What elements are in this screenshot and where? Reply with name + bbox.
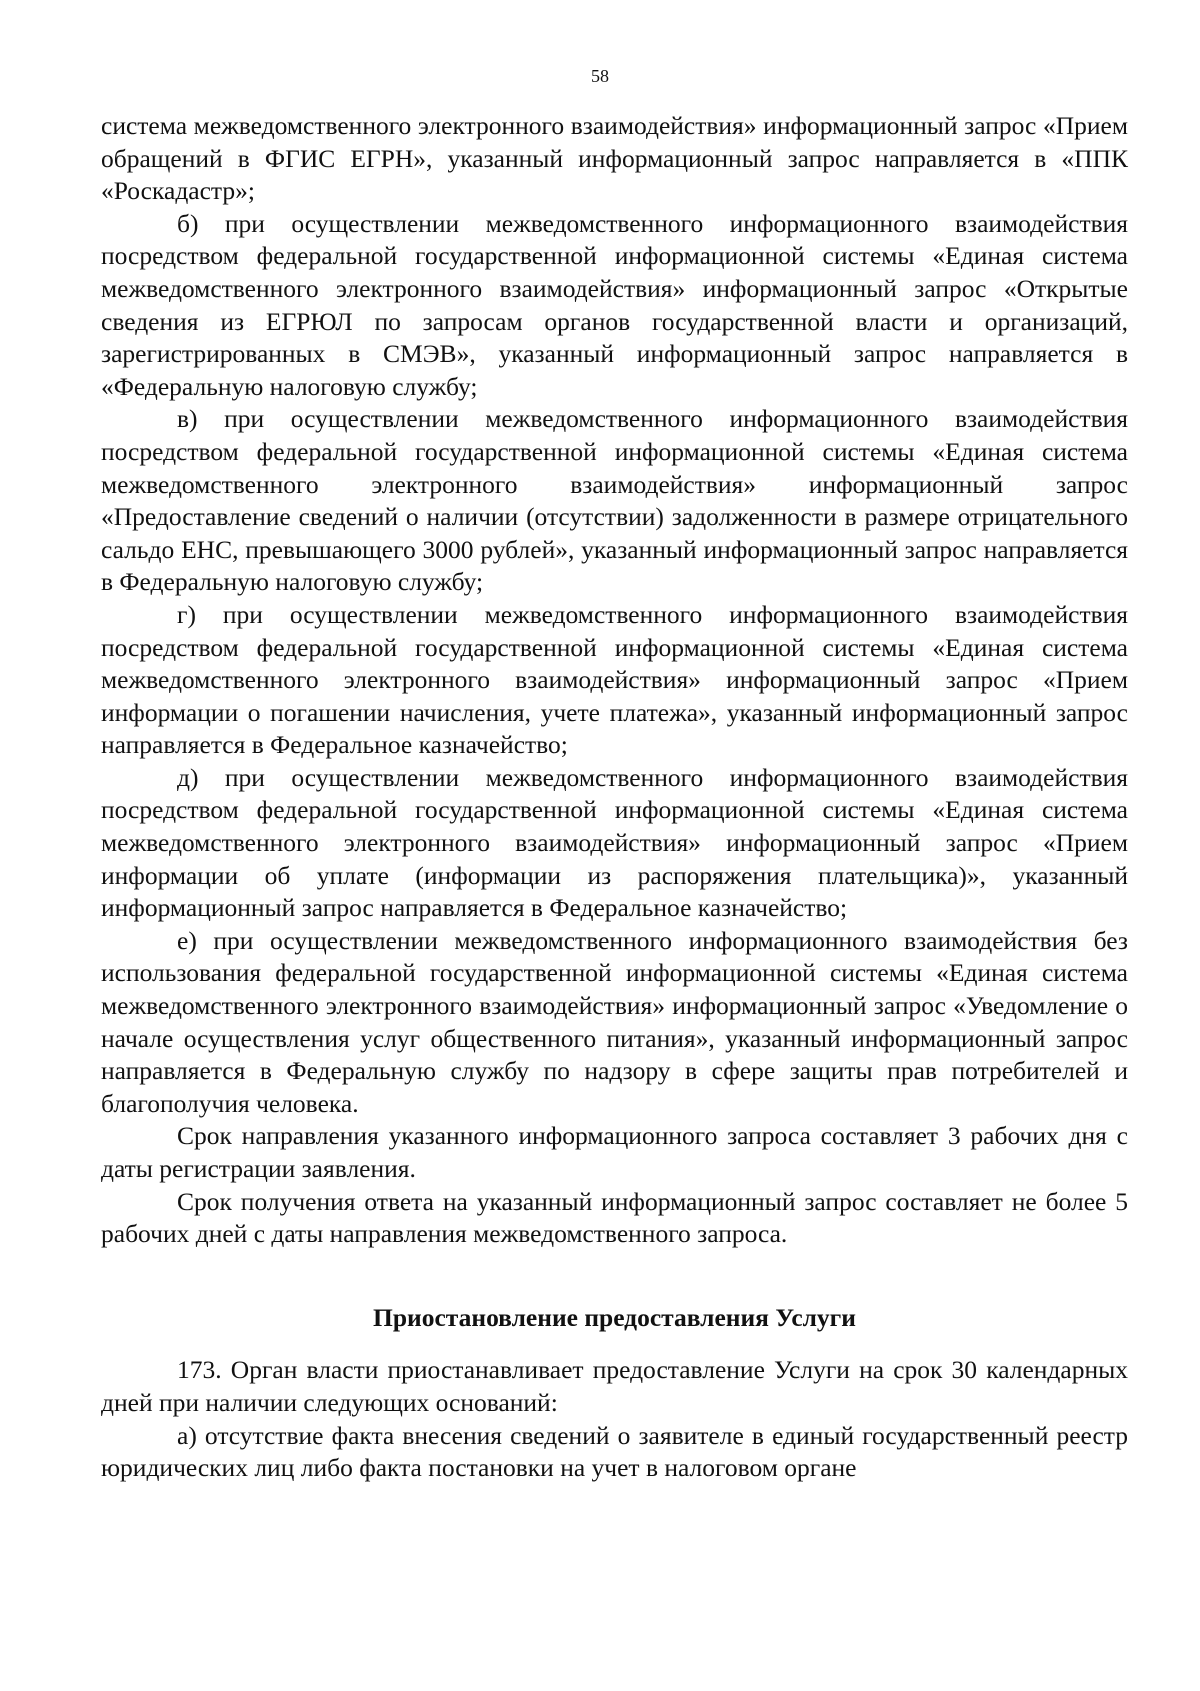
- paragraph-response-deadline: Срок получения ответа на указанный информационный запрос составляет не более 5 рабочих дней с даты направления межведомственного запроса.: [101, 1186, 1128, 1249]
- paragraph-173-item-a: а) отсутствие факта внесения сведений о заявителе в единый государственный реестр юридических лиц либо факта постановки на учет в налоговом органе: [101, 1420, 1128, 1483]
- paragraph-item-d: д) при осуществлении межведомственного информационного взаимодействия посредством федеральной государственной информационной системы «Единая система межведомственного электронного взаимодействия» информационный запрос «Прием информации об уплате (информации из распоряжения плательщика)», указанный информационный запрос направляется в Федеральное казначейство;: [101, 762, 1128, 923]
- paragraph-request-deadline: Срок направления указанного информационного запроса составляет 3 рабочих дня с даты регистрации заявления.: [101, 1121, 1128, 1183]
- paragraph-item-v: в) при осуществлении межведомственного информационного взаимодействия посредством федеральной государственной информационной системы «Единая система межведомственного электронного взаимодействия» информационный запрос «Предоставление сведений о наличии (отсутствии) задолженности в размере отрицательного сальдо ЕНС, превышающего 3000 рублей», указанный информационный запрос направляется в Федеральную налоговую службу;: [101, 404, 1128, 597]
- document-body: [101, 110, 1128, 1485]
- paragraph-item-b: б) при осуществлении межведомственного информационного взаимодействия посредством федеральной государственной информационной системы «Единая система межведомственного электронного взаимодействия» информационный запрос «Открытые сведения из ЕГРЮЛ по запросам органов государственной власти и организаций, зарегистрированных в СМЭВ», указанный информационный запрос направляется в «Федеральную налоговую службу;: [101, 208, 1128, 401]
- paragraph-item-g: г) при осуществлении межведомственного информационного взаимодействия посредством федеральной государственной информационной системы «Единая система межведомственного электронного взаимодействия» информационный запрос «Прием информации о погашении начисления, учете платежа», указанный информационный запрос направляется в Федеральное казначейство;: [101, 599, 1128, 760]
- section-heading: Приостановление предоставления Услуги: [373, 1302, 856, 1332]
- paragraph-continuation: система межведомственного электронного взаимодействия» информационный запрос «Прием обращений в ФГИС ЕГРН», указанный информационный запрос направляется в «ППК «Роскадастр»;: [101, 111, 1128, 206]
- paragraph-173: 173. Орган власти приостанавливает предоставление Услуги на срок 30 календарных дней при наличии следующих оснований:: [101, 1355, 1128, 1417]
- page-number: 58: [591, 66, 609, 86]
- paragraph-item-e: е) при осуществлении межведомственного информационного взаимодействия без использования федеральной государственной информационной системы «Единая система межведомственного электронного взаимодействия» информационный запрос «Уведомление о начале осуществления услуг общественного питания», указанный информационный запрос направляется в Федеральную службу по надзору в сфере защиты прав потребителей и благополучия человека.: [101, 925, 1128, 1118]
